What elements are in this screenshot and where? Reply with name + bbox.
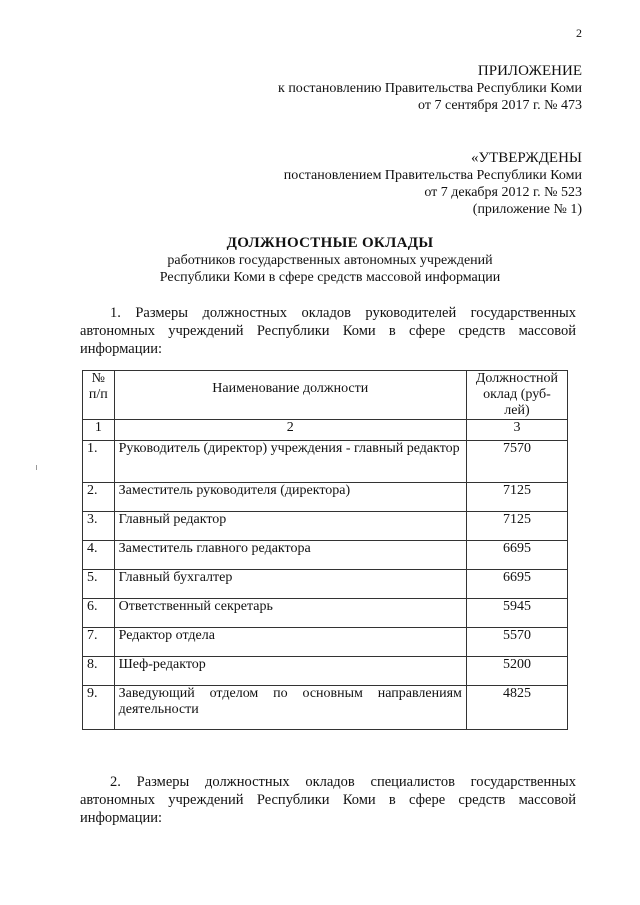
salary-value: 5570 bbox=[466, 628, 567, 657]
position-name: Заместитель руководителя (директора) bbox=[114, 483, 466, 512]
row-number: 3. bbox=[83, 512, 115, 541]
column-number-row bbox=[83, 420, 568, 441]
document-title: ДОЛЖНОСТНЫЕ ОКЛАДЫ bbox=[226, 235, 434, 251]
position-name: Редактор отдела bbox=[114, 628, 466, 657]
header-number-line-2: п/п bbox=[88, 387, 108, 402]
row-number: 6. bbox=[83, 599, 115, 628]
salary-value: 7125 bbox=[466, 512, 567, 541]
row-number: 5. bbox=[83, 570, 115, 599]
row-number: 7. bbox=[83, 628, 115, 657]
table-row bbox=[83, 686, 568, 730]
table-row bbox=[83, 657, 568, 686]
appendix-block bbox=[278, 63, 582, 114]
salary-table bbox=[82, 370, 568, 730]
paragraph-1: 1. Размеры должностных окладов руководителей государственных автономных учреждений Республики Коми в сфере средств массовой информации: bbox=[80, 305, 576, 357]
approval-line-4: (приложение № 1) bbox=[472, 202, 582, 217]
table-row bbox=[83, 541, 568, 570]
column-number: 3 bbox=[466, 420, 567, 441]
position-name: Шеф-редактор bbox=[114, 657, 466, 686]
row-number: 9. bbox=[83, 686, 115, 730]
heading-block bbox=[80, 234, 580, 286]
column-number: 2 bbox=[114, 420, 466, 441]
salary-value: 4825 bbox=[466, 686, 567, 730]
header-salary bbox=[466, 371, 567, 420]
table-row bbox=[83, 599, 568, 628]
approval-title: «УТВЕРЖДЕНЫ bbox=[470, 150, 582, 166]
appendix-line-3: от 7 сентября 2017 г. № 473 bbox=[418, 98, 582, 113]
salary-value: 5945 bbox=[466, 599, 567, 628]
salary-value: 6695 bbox=[466, 541, 567, 570]
position-name: Руководитель (директор) учреждения - главный редактор bbox=[114, 441, 466, 483]
header-salary-line-1: Должностной bbox=[475, 371, 559, 386]
document-subtitle-2: Республики Коми в сфере средств массовой информации bbox=[159, 270, 501, 285]
document-subtitle-1: работников государственных автономных учреждений bbox=[167, 253, 493, 268]
row-number: 4. bbox=[83, 541, 115, 570]
header-number bbox=[83, 371, 115, 420]
salary-value: 5200 bbox=[466, 657, 567, 686]
table-row bbox=[83, 512, 568, 541]
table-row bbox=[83, 570, 568, 599]
header-number-line-1: № bbox=[91, 371, 105, 386]
salary-value: 7570 bbox=[466, 441, 567, 483]
row-number: 8. bbox=[83, 657, 115, 686]
table-row bbox=[83, 628, 568, 657]
page-number: 2 bbox=[576, 26, 582, 40]
position-name: Главный бухгалтер bbox=[114, 570, 466, 599]
table-row bbox=[83, 441, 568, 483]
position-name: Заместитель главного редактора bbox=[114, 541, 466, 570]
approval-line-3: от 7 декабря 2012 г. № 523 bbox=[424, 185, 582, 200]
table-row bbox=[83, 483, 568, 512]
table-header-row bbox=[83, 371, 568, 420]
appendix-title: ПРИЛОЖЕНИЕ bbox=[477, 63, 582, 79]
row-number: 1. bbox=[83, 441, 115, 483]
margin-mark bbox=[36, 465, 37, 470]
header-position-name: Наименование должности bbox=[114, 371, 466, 420]
position-name: Заведующий отделом по основным направлениям деятельности bbox=[114, 686, 466, 730]
row-number: 2. bbox=[83, 483, 115, 512]
salary-value: 7125 bbox=[466, 483, 567, 512]
header-salary-line-2: оклад (руб- bbox=[483, 387, 551, 402]
appendix-line-2: к постановлению Правительства Республики Коми bbox=[278, 81, 582, 96]
paragraph-2: 2. Размеры должностных окладов специалистов государственных автономных учреждений Республики Коми в сфере средств массовой информации: bbox=[80, 774, 576, 826]
position-name: Ответственный секретарь bbox=[114, 599, 466, 628]
column-number: 1 bbox=[83, 420, 115, 441]
approval-line-2: постановлением Правительства Республики Коми bbox=[283, 168, 582, 183]
salary-value: 6695 bbox=[466, 570, 567, 599]
approval-block bbox=[284, 150, 582, 218]
header-salary-line-3: лей) bbox=[504, 403, 530, 418]
position-name: Главный редактор bbox=[114, 512, 466, 541]
